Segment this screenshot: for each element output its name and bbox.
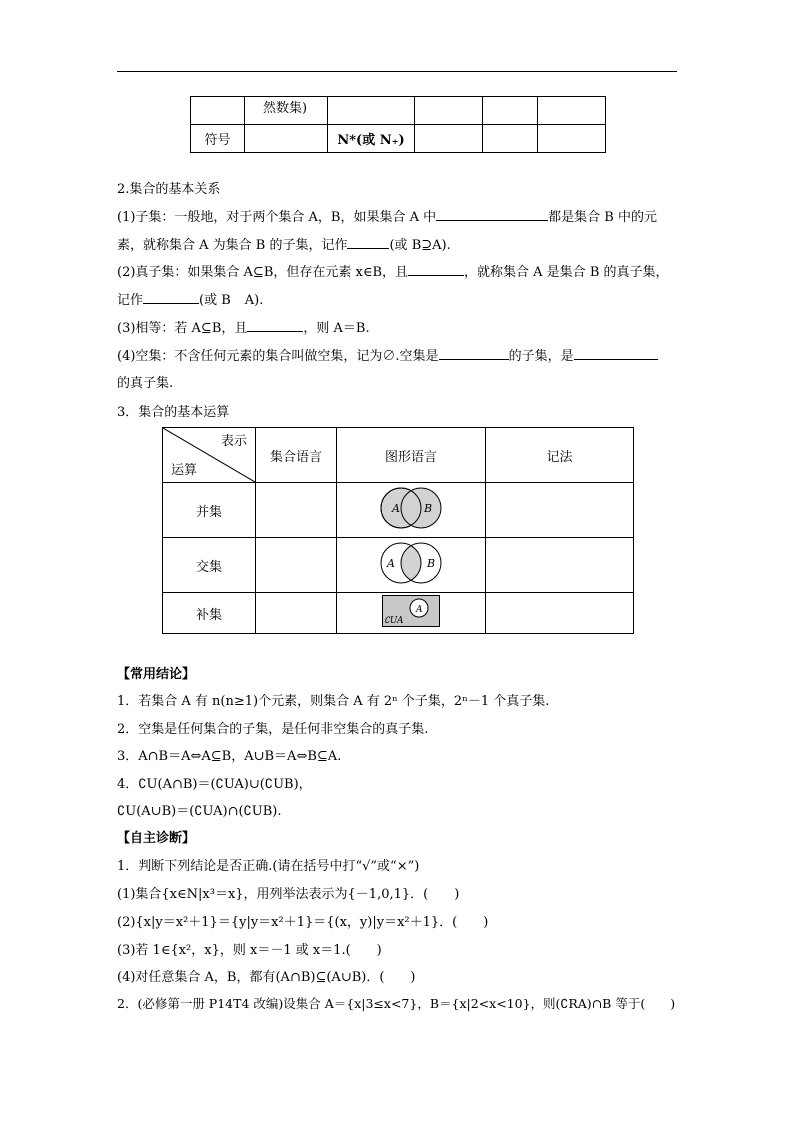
diagnosis-item: (3)若 1∈{x²，x}，则 x＝－1 或 x＝1.( ) xyxy=(117,943,382,958)
diagonal-header-cell xyxy=(163,428,256,483)
diagnosis-item: (2){x|y＝x²＋1}＝{y|y＝x²＋1}＝{(x，y)|y＝x²＋1}．( ) xyxy=(117,915,489,930)
equality-line xyxy=(117,317,370,336)
common-conclusions-heading: 【常用结论】 xyxy=(117,667,196,682)
venn-label-a: A xyxy=(392,502,400,515)
venn-label-a: A xyxy=(387,557,395,570)
subset-line-1 xyxy=(117,206,657,225)
fill-blank xyxy=(436,206,548,221)
section-3-title: 3．集合的基本运算 xyxy=(117,405,230,420)
fill-blank xyxy=(439,345,509,360)
union-venn-cell xyxy=(337,483,486,538)
table-cell xyxy=(191,97,245,125)
text: (或 B⊇A). xyxy=(389,238,451,253)
table-cell xyxy=(483,125,538,153)
fill-blank xyxy=(143,289,199,304)
empty-set-line-1 xyxy=(117,345,658,364)
text: 都是集合 B 中的元 xyxy=(548,210,657,225)
section-2-title: 2.集合的基本关系 xyxy=(117,182,221,197)
table-cell xyxy=(415,125,483,153)
table-cell xyxy=(538,97,606,125)
table-cell-symbol: N*(或 N₊) xyxy=(328,125,415,153)
table-cell xyxy=(538,125,606,153)
text: ，则 A＝B. xyxy=(303,321,370,336)
table-cell: 然数集) xyxy=(245,97,328,125)
text: 记作 xyxy=(117,293,144,308)
text: (3)相等：若 A⊆B，且 xyxy=(117,321,248,336)
table-cell xyxy=(256,483,337,538)
proper-subset-line-1 xyxy=(117,261,669,280)
table-cell-label: 符号 xyxy=(191,125,245,153)
complement-venn-diagram xyxy=(382,595,440,627)
header-rule xyxy=(117,71,677,72)
union-venn-diagram xyxy=(375,486,447,530)
text: 素，就称集合 A 为集合 B 的子集，记作 xyxy=(117,238,348,253)
diagnosis-item: (4)对任意集合 A，B，都有(A∩B)⊆(A∪B)．( ) xyxy=(117,970,416,985)
conclusion-item: 1．若集合 A 有 n(n≥1)个元素，则集合 A 有 2ⁿ 个子集，2ⁿ－1 个真子集. xyxy=(117,694,550,709)
row-label-intersection: 交集 xyxy=(163,538,256,593)
proper-subset-line-2 xyxy=(117,289,263,308)
column-header-notation: 记法 xyxy=(486,428,634,483)
intersection-venn-diagram xyxy=(375,541,447,585)
table-cell xyxy=(486,593,634,634)
table-cell xyxy=(328,97,415,125)
conclusion-item: ∁U(A∪B)＝(∁UA)∩(∁UB). xyxy=(117,804,282,819)
set-operations-table xyxy=(162,427,634,634)
table-cell xyxy=(245,125,328,153)
diagnosis-item: 2．(必修第一册 P14T4 改编)设集合 A＝{x|3≤x<7}，B＝{x|2<x<10}，则(∁RA)∩B 等于( ) xyxy=(117,996,676,1011)
table-cell xyxy=(483,97,538,125)
fill-blank xyxy=(574,345,658,360)
empty-set-line-2: 的真子集. xyxy=(117,376,174,391)
text: 的子集，是 xyxy=(508,349,574,364)
diagnosis-item: (1)集合{x∈N|x³＝x}，用列举法表示为{－1,0,1}．( ) xyxy=(117,887,460,902)
header-bottom-label: 运算 xyxy=(171,463,198,478)
fill-blank xyxy=(347,234,389,249)
venn-label-b: B xyxy=(427,557,436,570)
complement-venn-cell xyxy=(337,593,486,634)
table-cell xyxy=(486,538,634,593)
venn-label-b: B xyxy=(424,502,433,515)
text: (或 B xyxy=(199,293,231,308)
intersection-venn-cell xyxy=(337,538,486,593)
header-top-label: 表示 xyxy=(220,434,247,449)
conclusion-item: 4．∁U(A∩B)＝(∁UA)∪(∁UB)， xyxy=(117,777,312,792)
table-cell xyxy=(256,593,337,634)
fill-blank xyxy=(247,317,303,332)
table-cell xyxy=(256,538,337,593)
venn-label-a: A xyxy=(416,605,423,615)
row-label-union: 并集 xyxy=(163,483,256,538)
text: (4)空集：不含任何元素的集合叫做空集，记为∅.空集是 xyxy=(117,349,439,364)
text: ，就称集合 A 是集合 B 的真子集， xyxy=(464,265,669,280)
complement-label: ∁UA xyxy=(384,616,404,626)
subset-line-2 xyxy=(117,234,451,253)
number-set-table xyxy=(190,96,606,153)
conclusion-item: 2．空集是任何集合的子集，是任何非空集合的真子集. xyxy=(117,722,429,737)
column-header-set-language: 集合语言 xyxy=(256,428,337,483)
table-cell xyxy=(486,483,634,538)
row-label-complement: 补集 xyxy=(163,593,256,634)
text: A). xyxy=(244,293,264,308)
conclusion-item: 3．A∩B＝A⇔A⊆B，A∪B＝A⇔B⊆A. xyxy=(117,749,342,764)
column-header-graphic-language: 图形语言 xyxy=(337,428,486,483)
diagnosis-item: 1．判断下列结论是否正确.(请在括号中打“√”或“×”) xyxy=(117,859,420,874)
fill-blank xyxy=(408,261,464,276)
table-cell xyxy=(415,97,483,125)
text: (1)子集：一般地，对于两个集合 A，B，如果集合 A 中 xyxy=(117,210,437,225)
text: (2)真子集：如果集合 A⊆B，但存在元素 x∈B，且 xyxy=(117,265,409,280)
self-diagnosis-heading: 【自主诊断】 xyxy=(117,831,196,846)
